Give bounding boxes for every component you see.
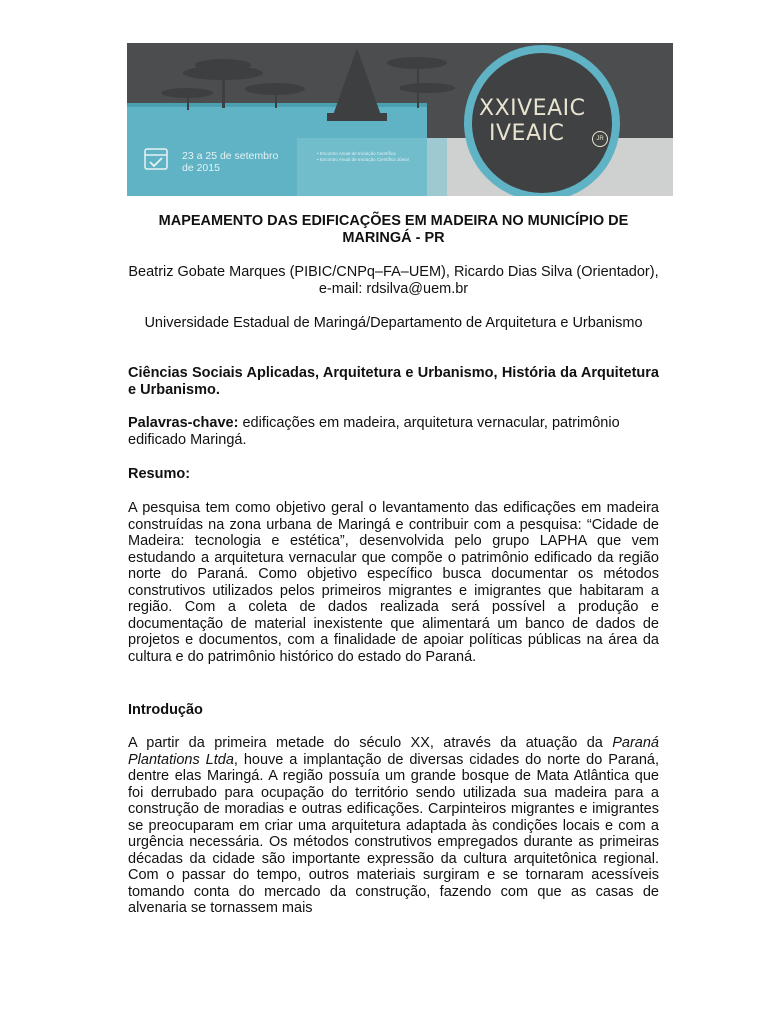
event-date-line-2: de 2015 (182, 162, 220, 174)
event-notes (317, 151, 467, 163)
event-logo-line-2: IVEAIC (489, 121, 565, 146)
event-note-2: • Encontro Anual de Iniciação Científica Júnior (317, 157, 410, 162)
intro-text-part-2: , houve a implantação de diversas cidades do norte do Paraná, dentre elas Maringá. A região possuía um grande bosque de Mata Atlântica que foi derrubado para ocupação do território sendo utilizada sua madeira para a construção de moradias e outras edificações. Carpinteiros migrantes e imigrantes se preocuparam em criar uma arquitetura adaptada às condições locais e com a urgência necessária. Os métodos construtivos empregados durante as primeiras décadas da cidade são importante expressão da cultura arquitetônica regional. Com o passar do tempo, outros materiais surgiram e se tornaram acessíveis tomando conta do mercado da construção, fazendo com que as casas de alvenaria se tornassem mais (128, 751, 660, 916)
event-note-1: • Encontro Anual de Iniciação Científica (317, 151, 396, 156)
paper-title: MAPEAMENTO DAS EDIFICAÇÕES EM MADEIRA NO MUNICÍPIO DE MARINGÁ - PR (158, 213, 629, 246)
intro-text-part-1: A partir da primeira metade do século XX, através da atuação da (128, 735, 613, 751)
paper-authors: Beatriz Gobate Marques (PIBIC/CNPq–FA–UEM), Ricardo Dias Silva (Orientador), e-mail: rdsilva@uem.br (128, 264, 659, 297)
resumo-heading: Resumo: (128, 466, 191, 482)
resumo-paragraph: A pesquisa tem como objetivo geral o levantamento das edificações em madeira construídas na zona urbana de Maringá e contribuir com a pesquisa: “Cidade de Madeira: tecnologia e estética”, desenvolvida pelo grupo LAPHA que vem estudando a arquitetura vernacular que compõe o patrimônio edificado da região norte do Paraná. Como objetivo específico busca documentar os métodos construtivos utilizados pelos primeiros migrantes e imigrantes que habitaram a região. Com a coleta de dados realizada será possível a produção e documentação de material inexistente que alimentará um banco de dados de projetos e documentos, com a finalidade de apoiar políticas públicas na área da cultura e do patrimônio histórico do estado do Paraná. (128, 500, 659, 665)
event-logo-jr-badge: JR (592, 131, 608, 147)
event-logo-line-1: XXIVEAIC (479, 96, 586, 121)
paper-keywords (128, 415, 659, 448)
intro-paragraph (128, 735, 659, 917)
paper-areas: Ciências Sociais Aplicadas, Arquitetura e Urbanismo, História da Arquitetura e Urbanismo. (128, 365, 659, 398)
event-date (182, 150, 292, 174)
paper-affiliation: Universidade Estadual de Maringá/Departamento de Arquitetura e Urbanismo (144, 315, 643, 331)
event-banner (127, 43, 673, 196)
event-date-line-1: 23 a 25 de setembro (182, 150, 279, 162)
intro-heading: Introdução (128, 702, 203, 718)
keywords-text: edificações em madeira, arquitetura vernacular, patrimônio edificado Maringá. (128, 415, 620, 448)
keywords-label: Palavras-chave: (128, 415, 239, 431)
intro-company-name: Paraná Plantations Ltda (128, 735, 659, 768)
